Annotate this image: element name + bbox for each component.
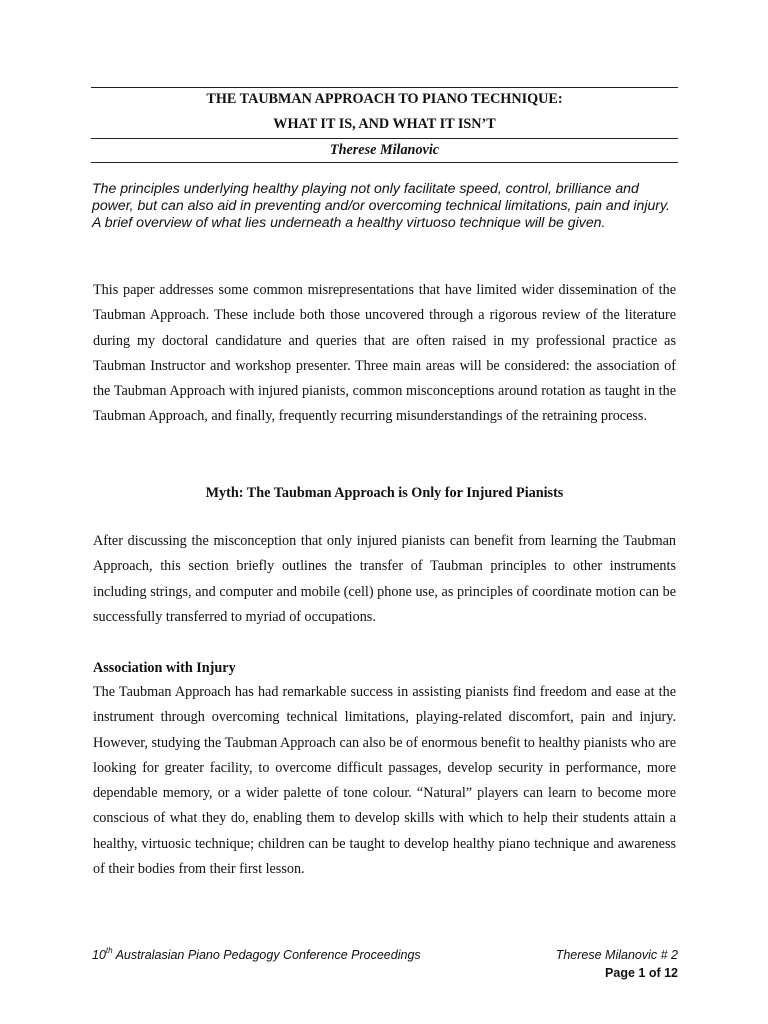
title-line-2: WHAT IT IS, AND WHAT IT ISN’T (273, 116, 496, 132)
conference-number: 10 (92, 948, 106, 962)
intro-paragraph: This paper addresses some common misrepresentations that have limited wider dissemination of the Taubman Approach. These include both those uncovered through a rigorous review of the literature during my doctoral candidature and queries that are often raised in my professional practice as Taubman Instructor and workshop presenter. Three main areas will be considered: the association of the Taubman Approach with injured pianists, common misconceptions around rotation as taught in the Taubman Approach, and finally, frequently recurring misunderstandings of the retraining process. (93, 282, 676, 425)
conference-name: Australasian Piano Pedagogy Conference Proceedings (112, 948, 421, 962)
title-top-rule (91, 87, 678, 88)
conference-suffix: th (105, 946, 113, 955)
author-name: Therese Milanovic (329, 142, 440, 158)
section-paragraph: After discussing the misconception that only injured pianists can benefit from learning the Taubman Approach, this section briefly outlines the transfer of Taubman principles to other instruments including strings, and computer and mobile (cell) phone use, as principles of coordinate motion can be successfully transferred to myriad of occupations. (93, 533, 676, 625)
title-middle-rule (91, 138, 678, 139)
title-line-1: THE TAUBMAN APPROACH TO PIANO TECHNIQUE: (206, 91, 563, 107)
section-heading: Myth: The Taubman Approach is Only for Injured Pianists (205, 485, 564, 501)
subheading: Association with Injury (93, 660, 236, 676)
footer-author-ref: Therese Milanovic # 2 (555, 948, 678, 962)
injury-paragraph: The Taubman Approach has had remarkable success in assisting pianists find freedom and ease at the instrument through overcoming technical limitations, playing-related discomfort, pain and injury. However, studying the Taubman Approach can also be of enormous benefit to healthy pianists who are looking for greater facility, to overcome difficult passages, develop security in performance, more dependable memory, or a wider palette of tone colour. “Natural” players can learn to become more conscious of what they do, enabling them to develop skills with which to help their students attain a healthy, virtuosic technique; children can be taught to develop healthy piano technique and awareness of their bodies from their first lesson. (93, 684, 676, 878)
footer-conference (92, 948, 421, 963)
title-bottom-rule (91, 162, 678, 163)
page-number: Page 1 of 12 (605, 966, 678, 980)
abstract: The principles underlying healthy playing not only facilitate speed, control, brilliance and power, but can also aid in preventing and/or overcoming technical limitations, pain and injury. A brief overview of what lies underneath a healthy virtuoso technique will be given. (92, 180, 670, 230)
